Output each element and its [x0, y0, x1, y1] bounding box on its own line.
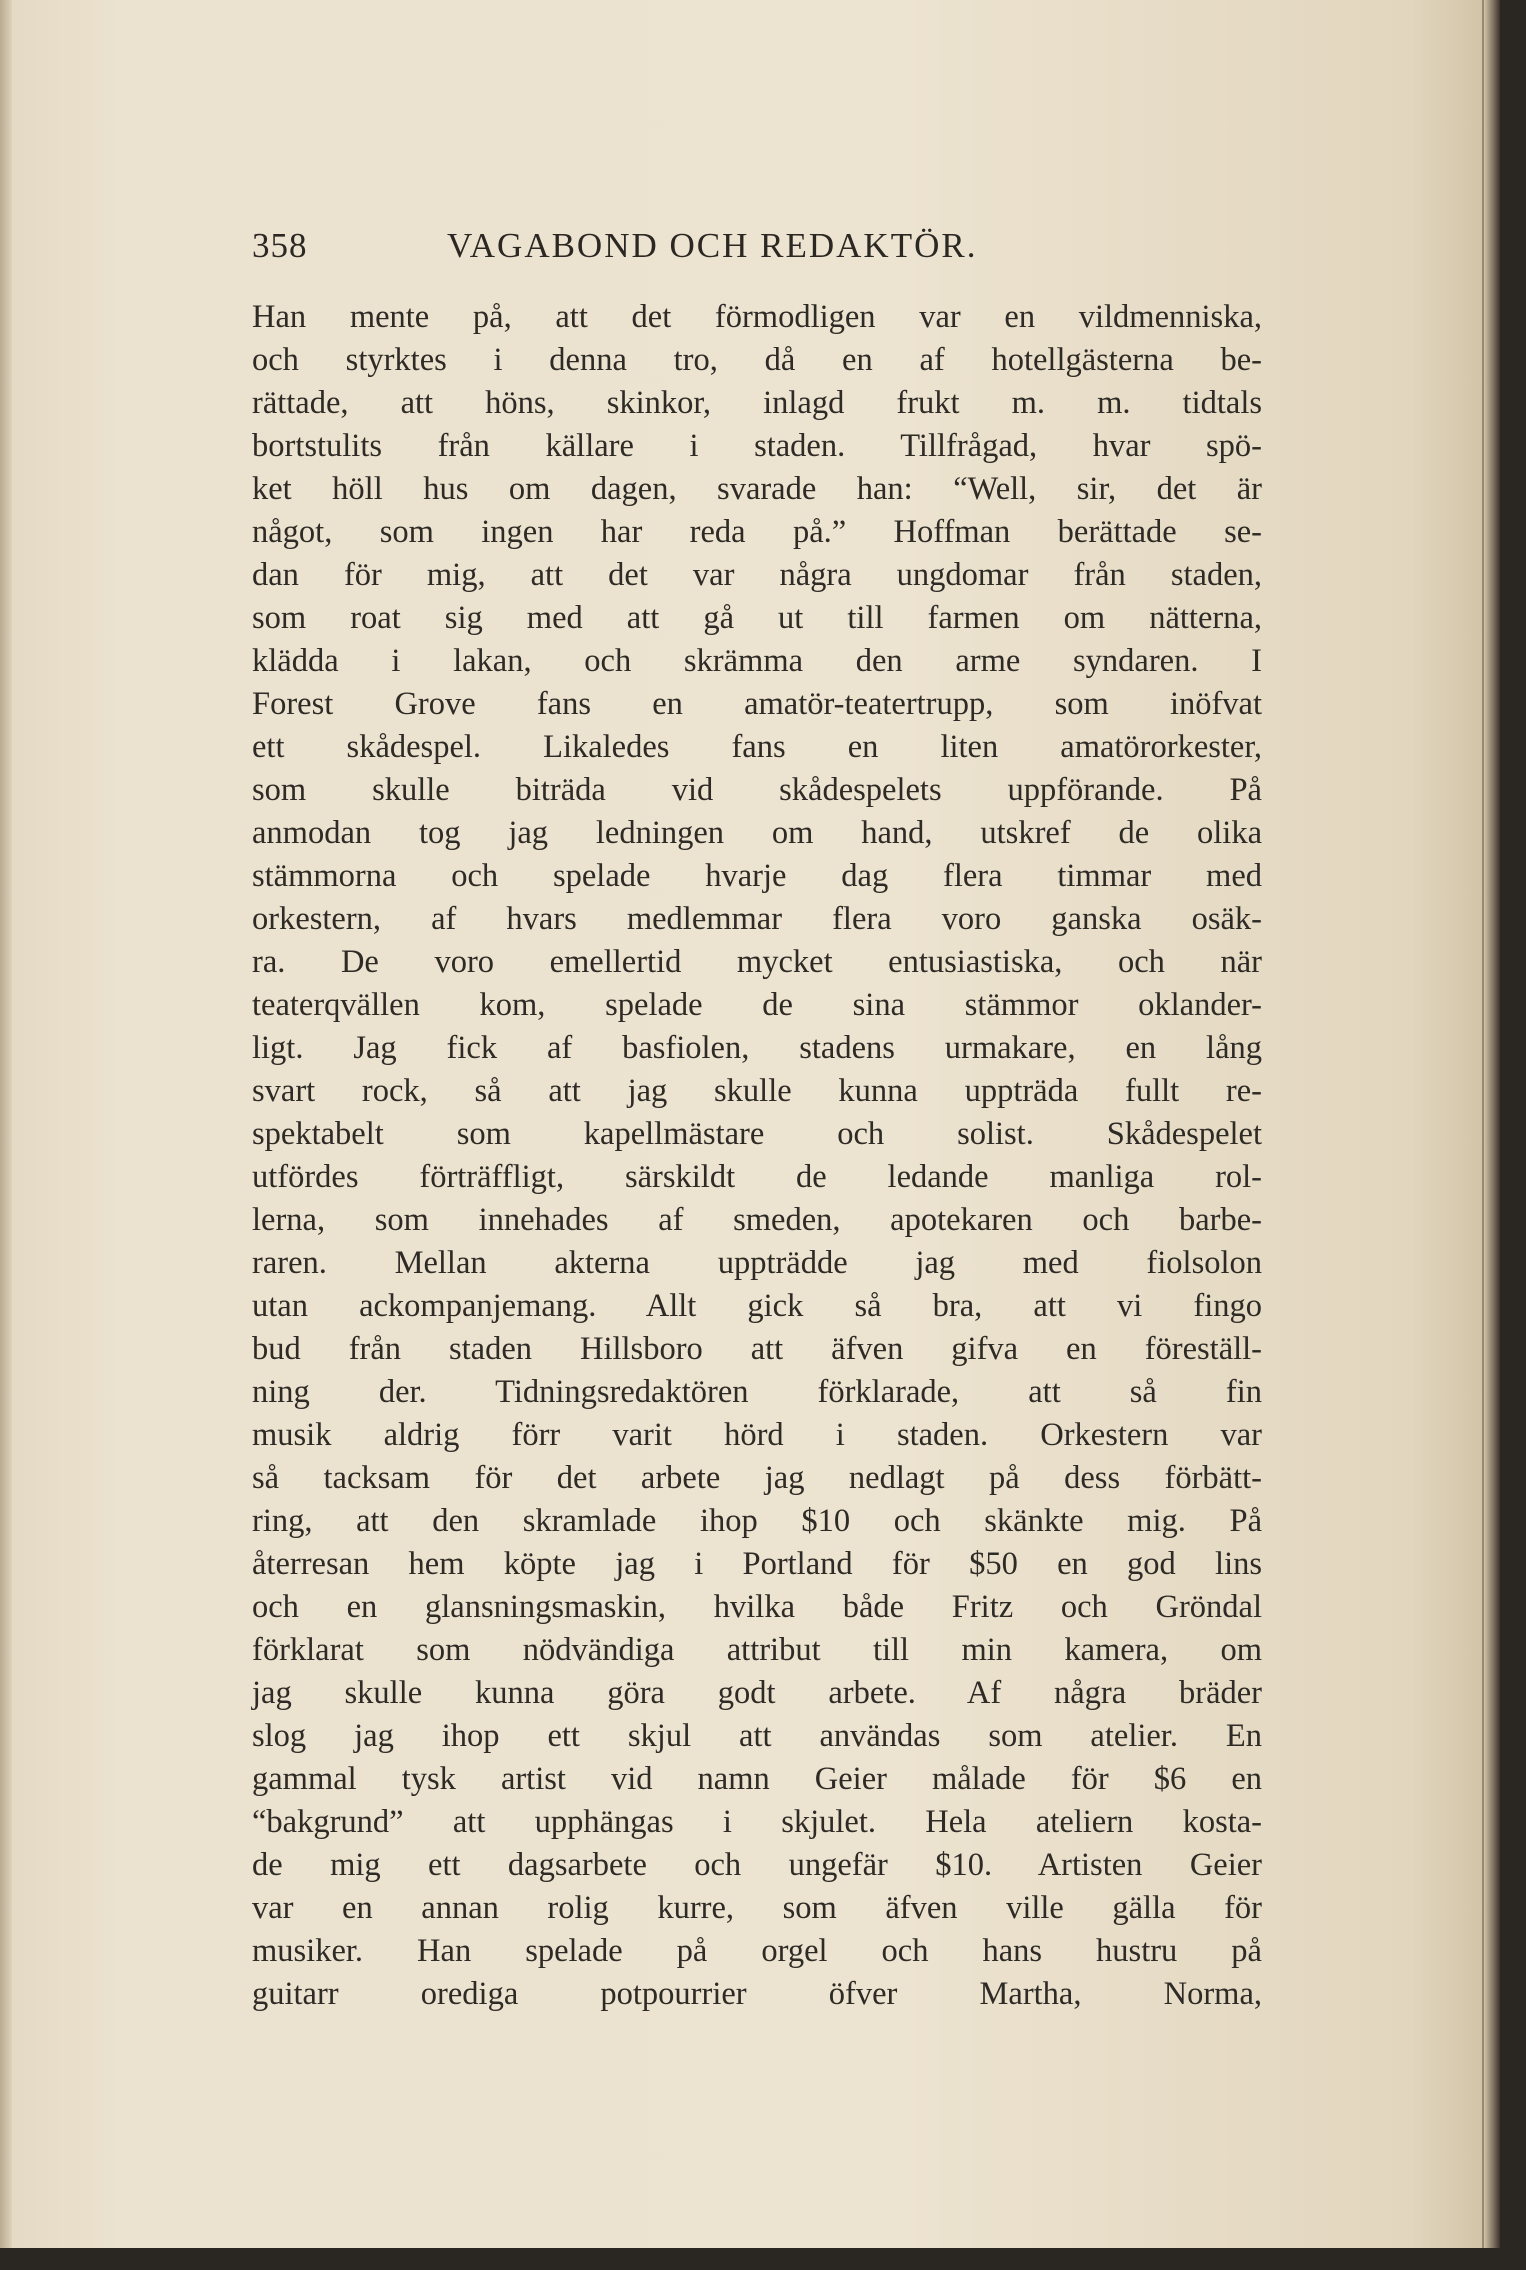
running-head [252, 226, 1088, 280]
text-line: bud från staden Hillsboro att äfven gifva en föreställ- [252, 1331, 1262, 1367]
text-line: slog jag ihop ett skjul att användas som atelier. En [252, 1718, 1262, 1754]
text-line: raren. Mellan akterna uppträdde jag med fiolsolon [252, 1245, 1262, 1281]
text-line: orkestern, af hvars medlemmar flera voro ganska osäk- [252, 901, 1262, 937]
page-gutter-shadow [1484, 0, 1500, 2248]
text-line: utfördes förträffligt, särskildt de ledande manliga rol- [252, 1159, 1262, 1195]
text-line: utan ackompanjemang. Allt gick så bra, att vi fingo [252, 1288, 1262, 1324]
text-line: anmodan tog jag ledningen om hand, utskref de olika [252, 815, 1262, 851]
text-line: ra. De voro emellertid mycket entusiastiska, och när [252, 944, 1262, 980]
page-left-edge [0, 0, 12, 2248]
text-line: Han mente på, att det förmodligen var en vildmenniska, [252, 299, 1262, 335]
text-line: var en annan rolig kurre, som äfven ville gälla för [252, 1890, 1262, 1926]
body-text [252, 296, 1262, 2016]
text-line: spektabelt som kapellmästare och solist. Skådespelet [252, 1116, 1262, 1152]
text-line: jag skulle kunna göra godt arbete. Af några bräder [252, 1675, 1262, 1711]
text-line: så tacksam för det arbete jag nedlagt på dess förbätt- [252, 1460, 1262, 1496]
text-line: gammal tysk artist vid namn Geier målade för $6 en [252, 1761, 1262, 1797]
text-line: och styrktes i denna tro, då en af hotellgästerna be- [252, 342, 1262, 378]
page-number: 358 [252, 226, 308, 265]
text-line: “bakgrund” att upphängas i skjulet. Hela ateliern kosta- [252, 1804, 1262, 1840]
text-line: ring, att den skramlade ihop $10 och skänkte mig. På [252, 1503, 1262, 1539]
text-line: musiker. Han spelade på orgel och hans hustru på [252, 1933, 1262, 1969]
text-line: något, som ingen har reda på.” Hoffman berättade se- [252, 514, 1262, 550]
text-line: guitarr orediga potpourrier öfver Martha, Norma, [252, 1976, 1262, 2012]
text-line: återresan hem köpte jag i Portland för $50 en god lins [252, 1546, 1262, 1582]
running-title: VAGABOND OCH REDAKTÖR. [447, 226, 978, 265]
text-line: svart rock, så att jag skulle kunna uppträda fullt re- [252, 1073, 1262, 1109]
text-line: som roat sig med att gå ut till farmen om nätterna, [252, 600, 1262, 636]
text-line: dan för mig, att det var några ungdomar från staden, [252, 557, 1262, 593]
text-line: och en glansningsmaskin, hvilka både Fritz och Gröndal [252, 1589, 1262, 1625]
text-line: förklarat som nödvändiga attribut till min kamera, om [252, 1632, 1262, 1668]
text-line: Forest Grove fans en amatör-teatertrupp, som inöfvat [252, 686, 1262, 722]
text-line: musik aldrig förr varit hörd i staden. Orkestern var [252, 1417, 1262, 1453]
text-line: teaterqvällen kom, spelade de sina stämmor oklander- [252, 987, 1262, 1023]
text-line: bortstulits från källare i staden. Tillfrågad, hvar spö- [252, 428, 1262, 464]
text-line: stämmorna och spelade hvarje dag flera timmar med [252, 858, 1262, 894]
text-line: klädda i lakan, och skrämma den arme syndaren. I [252, 643, 1262, 679]
text-line: ett skådespel. Likaledes fans en liten amatörorkester, [252, 729, 1262, 765]
text-line: de mig ett dagsarbete och ungefär $10. Artisten Geier [252, 1847, 1262, 1883]
text-line: rättade, att höns, skinkor, inlagd frukt m. m. tidtals [252, 385, 1262, 421]
text-line: som skulle biträda vid skådespelets uppförande. På [252, 772, 1262, 808]
text-line: ning der. Tidningsredaktören förklarade, att så fin [252, 1374, 1262, 1410]
text-line: ligt. Jag fick af basfiolen, stadens urmakare, en lång [252, 1030, 1262, 1066]
text-line: lerna, som innehades af smeden, apotekaren och barbe- [252, 1202, 1262, 1238]
text-line: ket höll hus om dagen, svarade han: “Well, sir, det är [252, 471, 1262, 507]
